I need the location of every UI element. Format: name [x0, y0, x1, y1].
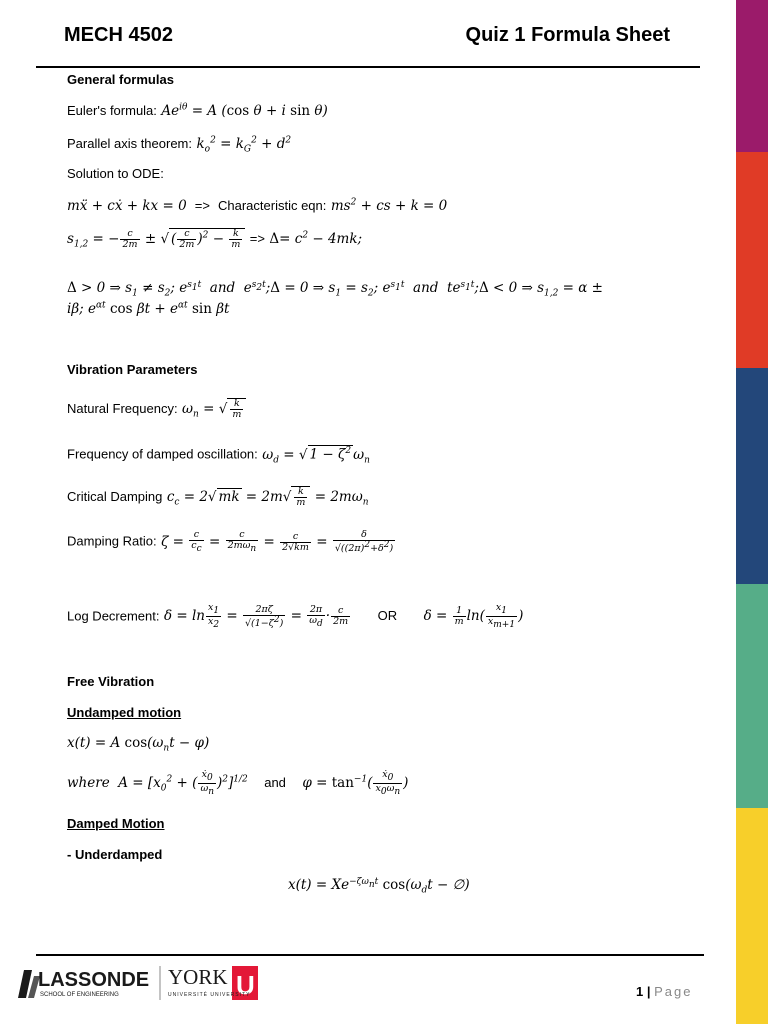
natural-freq-label: Natural Frequency:	[67, 400, 178, 416]
euler-formula: Euler's formula: $Ae^{i\theta} = A$ (cos θ + i sin θ)	[67, 102, 328, 119]
log-decrement: Log Decrement: δ = ln $\frac{x_1}{x_2}$ = $\frac{2\pi\zeta}{√(1-\zeta^2)}$ = $\frac{2\pi}{\omega_d}$ · $\frac{c}{2m}$ OR δ = $\frac{1}{m}$ ln( $\frac{x_1}{x_{m+1}}$ )	[67, 602, 524, 631]
free-vibration-heading: Free Vibration	[67, 674, 155, 689]
damped-motion-heading: Damped Motion	[67, 816, 165, 831]
course-code: MECH 4502	[64, 24, 173, 46]
page-number-value: 1	[636, 984, 644, 999]
natural-frequency: Natural Frequency: $\omega_n$ = √ $\frac{k}{m}$	[67, 398, 246, 420]
undamped-solution: x(t) = A $\cos(\omega_nt - \varphi)$	[67, 735, 210, 754]
stripe-red	[736, 152, 768, 368]
damped-frequency: Frequency of damped oscillation: $\omega_d$ = √ $1 - \zeta^2$ $\omega_n$	[67, 446, 370, 466]
page-number	[636, 984, 693, 999]
lassonde-wordmark: LASSONDE	[38, 969, 150, 991]
euler-label: Euler's formula:	[67, 103, 157, 118]
roots-formula: $s_{1,2}$ = − $\frac{c}{2m}$ ± √ ( $\frac{c}{2m}$ )$^2$ − $\frac{k}{m}$ => $\Delta= c^2 - 4mk$;	[67, 228, 363, 250]
log-decrement-label: Log Decrement:	[67, 608, 160, 624]
underdamped-solution: $x(t) = Xe^{-\zeta\omega_nt}$ $\cos(\omega_dt$ − ∅)	[288, 876, 470, 896]
char-eqn-label: Characteristic eqn:	[217, 198, 327, 213]
amplitude-phase: where $A = [x_0^2$ + ( $\frac{ẋ_0}{\omega_n}$ )$^2$]$^{1/2}$ and $\varphi = \tan^{-1}$( $\frac{ẋ_0}{x_0\omega_n}$ )	[67, 769, 409, 798]
document-title: Quiz 1 Formula Sheet	[465, 24, 670, 46]
parallel-axis-theorem: Parallel axis theorem: $k_o^2 = k_G^2 + d^2$	[67, 135, 292, 155]
page-word: Page	[654, 984, 693, 999]
and-text: and	[264, 775, 286, 791]
damped-freq-label: Frequency of damped oscillation:	[67, 446, 258, 462]
lassonde-logo	[18, 969, 149, 998]
footer-rule	[36, 954, 704, 956]
vibration-parameters-heading: Vibration Parameters	[67, 362, 198, 377]
york-university-text: UNIVERSITÉ UNIVERSITY	[168, 992, 251, 998]
lassonde-york-logo	[14, 962, 264, 1002]
critical-damping-label: Critical Damping	[67, 488, 163, 504]
parallel-label: Parallel axis theorem:	[67, 136, 192, 151]
school-subtitle: SCHOOL OF ENGINEERING	[40, 992, 119, 998]
characteristic-equation: mẍ + cẋ + kx = 0 => Characteristic eqn: $ms^2$ + cs + k = 0	[67, 197, 448, 214]
stripe-green	[736, 584, 768, 808]
undamped-motion-heading: Undamped motion	[67, 705, 182, 720]
underdamped-label: - Underdamped	[67, 847, 163, 862]
root-cases-line2: iβ; $e^{\alpha t}$ $\cos \beta t + e^{\alpha t}$ sin βt	[67, 300, 230, 317]
page-separator: |	[646, 984, 651, 999]
york-logo	[168, 965, 258, 1000]
york-u-letter: U	[236, 970, 255, 1000]
color-stripe-bar	[736, 0, 768, 1024]
damping-ratio-label: Damping Ratio:	[67, 533, 157, 549]
stripe-purple	[736, 0, 768, 152]
stripe-blue	[736, 368, 768, 584]
stripe-yellow	[736, 808, 768, 1024]
root-cases-line1: Δ > 0 ⇒ $s_1 \ne s_2$; $e^{s_1t}$ and $e^{s_2t};\Delta = 0$ ⇒ $s_1 = s_2$; $e^{s_1t}$ and $te^{s_1t};\Delta < 0$ ⇒ $s_{1,2} = \alpha$ ±	[67, 279, 603, 299]
critical-damping: Critical Damping $c_c = 2√$ mk = 2m√ $\frac{k}{m}$ = $2m\omega_n$	[67, 486, 369, 508]
damping-ratio: Damping Ratio: ζ = $\frac{c}{c_c}$ = $\frac{c}{2m\omega_n}$ = $\frac{c}{2√km}$ = $\frac{\delta}{√((2\pi)^2+\delta^2)}$	[67, 529, 394, 555]
york-wordmark: YORK	[168, 965, 228, 989]
ode-label: Solution to ODE:	[67, 166, 164, 181]
header-rule	[36, 66, 700, 68]
general-formulas-heading: General formulas	[67, 72, 174, 87]
or-text: OR	[377, 608, 398, 624]
